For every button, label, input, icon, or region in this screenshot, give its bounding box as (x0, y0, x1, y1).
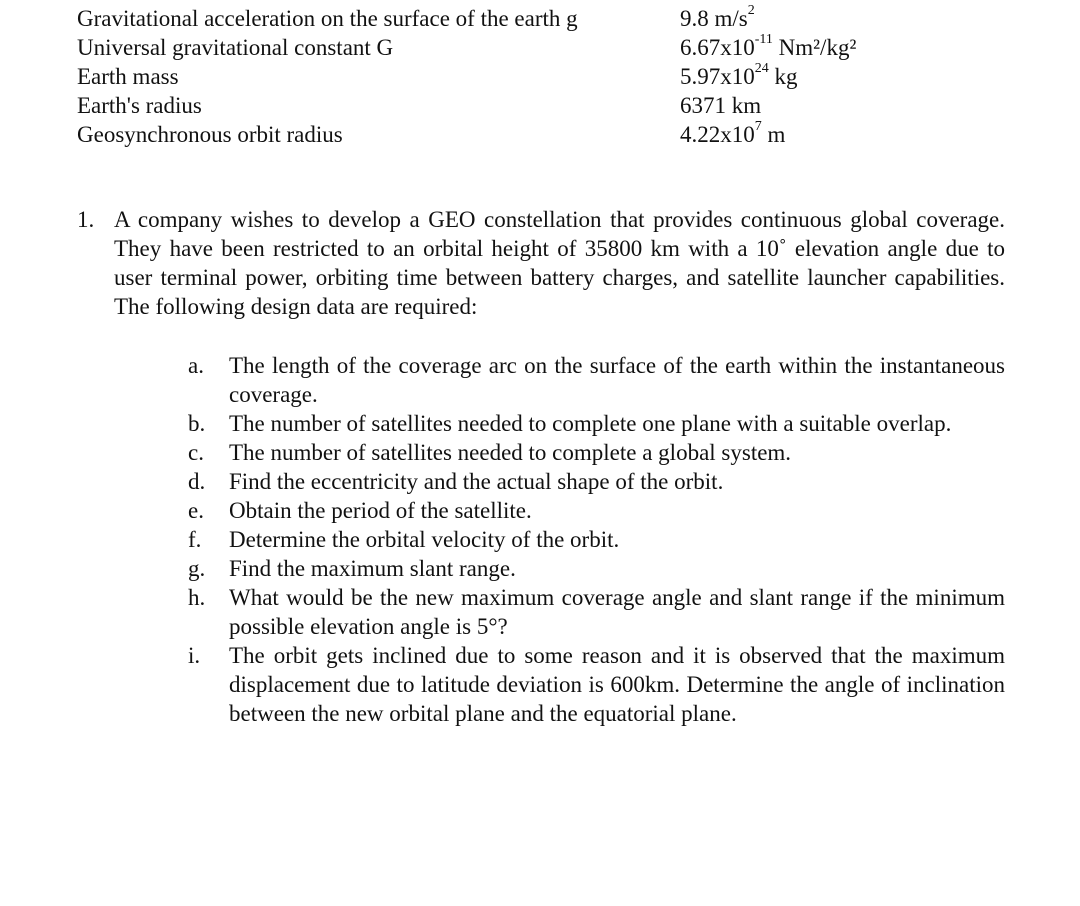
part-letter: c. (188, 440, 204, 465)
part-letter: h. (188, 585, 206, 610)
constant-value-exponent: -11 (754, 32, 773, 48)
constant-value-exponent: 24 (754, 61, 769, 77)
question-number: 1. (77, 207, 95, 232)
question-part-h (188, 583, 1005, 641)
constant-value-unit: kg (768, 64, 798, 89)
part-letter: d. (188, 469, 206, 494)
constant-value (680, 33, 856, 62)
part-text: Find the eccentricity and the actual shape of the orbit. (229, 469, 724, 494)
constant-value-unit: Nm²/kg² (772, 35, 857, 60)
constant-value (680, 120, 785, 149)
constant-name: Gravitational acceleration on the surface of the earth g (77, 6, 578, 31)
part-text: Find the maximum slant range. (229, 556, 516, 581)
question-part-b (188, 409, 1005, 438)
question-text: A company wishes to develop a GEO constellation that provides continuous global coverage. They have been restricted to an orbital height of 35800 km with a 10˚ elevation angle due to user terminal power, orbiting time between battery charges, and satellite launcher capabilities. The following design data are required: (114, 207, 1005, 319)
constant-value (680, 91, 761, 120)
question-part-c (188, 438, 1005, 467)
constant-name: Earth's radius (77, 93, 202, 118)
part-letter: b. (188, 411, 206, 436)
question-part-e (188, 496, 1005, 525)
constant-name: Earth mass (77, 64, 179, 89)
question-part-a (188, 351, 1005, 409)
constant-value-exponent: 2 (747, 3, 755, 19)
question-part-f (188, 525, 1005, 554)
constant-name: Universal gravitational constant G (77, 35, 394, 60)
part-text: The length of the coverage arc on the surface of the earth within the instantaneous coverage. (229, 353, 1005, 407)
part-text: The number of satellites needed to complete a global system. (229, 440, 792, 465)
part-letter: g. (188, 556, 206, 581)
constant-value-exponent: 7 (754, 119, 762, 135)
part-letter: a. (188, 353, 204, 378)
question-1 (77, 205, 1005, 321)
question-part-g (188, 554, 1005, 583)
part-letter: i. (188, 643, 201, 668)
part-text: The orbit gets inclined due to some reason and it is observed that the maximum displacement due to latitude deviation is 600km. Determine the angle of inclination between the new orbital plane and the equatorial plane. (229, 643, 1005, 726)
question-parts-list (188, 351, 1005, 728)
part-text: Determine the orbital velocity of the orbit. (229, 527, 620, 552)
constant-value-unit: m (761, 122, 786, 147)
constants-table (77, 4, 937, 149)
constant-row-gravitational-constant (77, 33, 937, 62)
question-part-d (188, 467, 1005, 496)
constant-value (680, 62, 798, 91)
constant-row-gravity (77, 4, 937, 33)
constant-value-base: 6371 km (680, 93, 762, 118)
part-letter: e. (188, 498, 204, 523)
question-part-i (188, 641, 1005, 728)
part-text: The number of satellites needed to complete one plane with a suitable overlap. (229, 411, 952, 436)
constant-value-base: 4.22x10 (680, 122, 755, 147)
constant-row-earth-mass (77, 62, 937, 91)
part-text: What would be the new maximum coverage angle and slant range if the minimum possible elevation angle is 5°? (229, 585, 1005, 639)
constant-row-earth-radius (77, 91, 937, 120)
constant-value-base: 9.8 m/s (680, 6, 748, 31)
constant-value-base: 6.67x10 (680, 35, 755, 60)
constant-name: Geosynchronous orbit radius (77, 122, 343, 147)
constant-value (680, 4, 755, 33)
constant-value-base: 5.97x10 (680, 64, 755, 89)
part-text: Obtain the period of the satellite. (229, 498, 532, 523)
part-letter: f. (188, 527, 202, 552)
constant-row-geo-radius (77, 120, 937, 149)
